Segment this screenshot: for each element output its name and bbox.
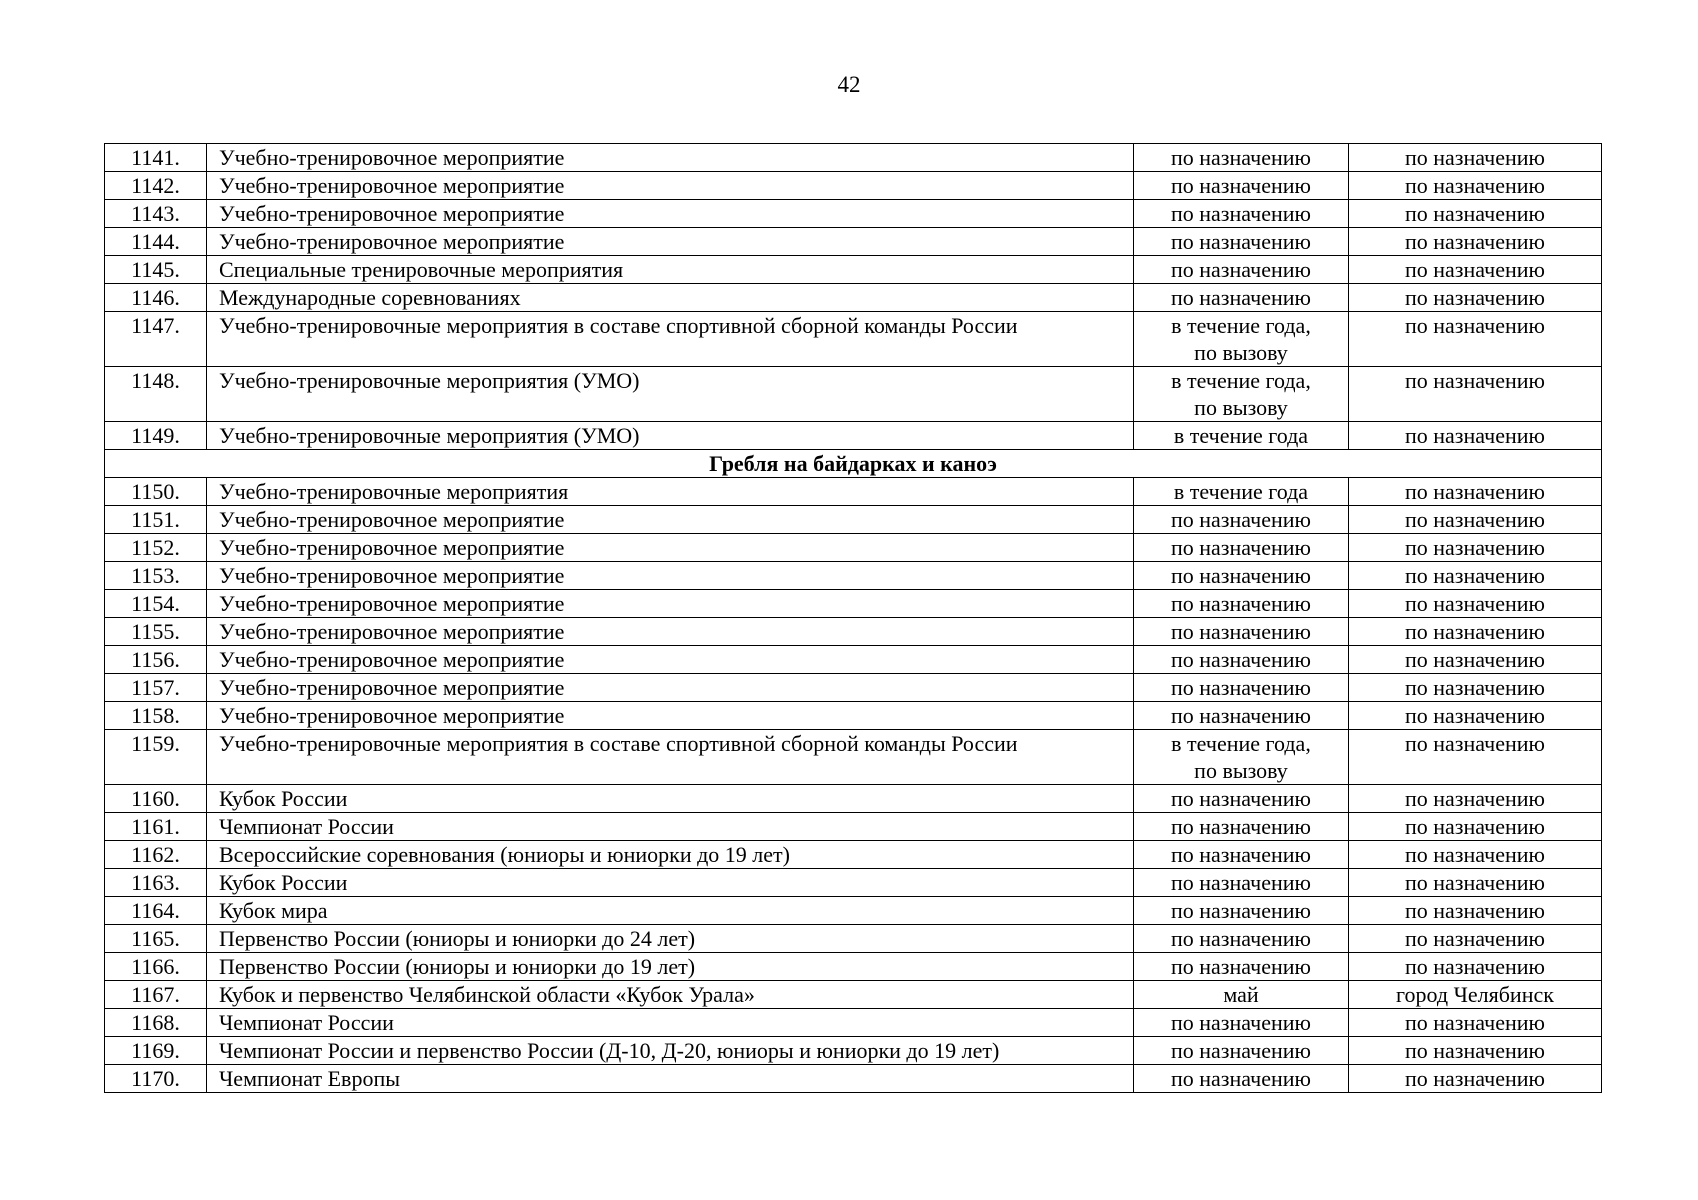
event-dates-line: по назначению xyxy=(1171,145,1311,170)
table-row xyxy=(105,702,1602,730)
event-name: Международные соревнованиях xyxy=(207,284,1134,312)
event-name: Учебно-тренировочное мероприятие xyxy=(207,562,1134,590)
table-row xyxy=(105,1065,1602,1093)
table-row xyxy=(105,534,1602,562)
event-location: по назначению xyxy=(1349,256,1602,284)
row-number: 1151. xyxy=(105,506,207,534)
event-dates xyxy=(1134,953,1349,981)
table-row xyxy=(105,367,1602,422)
event-location: по назначению xyxy=(1349,674,1602,702)
row-number: 1162. xyxy=(105,841,207,869)
event-dates xyxy=(1134,256,1349,284)
event-location: по назначению xyxy=(1349,228,1602,256)
event-location: по назначению xyxy=(1349,1009,1602,1037)
event-dates xyxy=(1134,590,1349,618)
table-row xyxy=(105,897,1602,925)
event-dates xyxy=(1134,422,1349,450)
event-location: по назначению xyxy=(1349,172,1602,200)
table-row xyxy=(105,312,1602,367)
event-dates-line: по назначению xyxy=(1171,1066,1311,1091)
event-dates xyxy=(1134,506,1349,534)
event-dates xyxy=(1134,925,1349,953)
event-name: Учебно-тренировочные мероприятия в составе спортивной сборной команды России xyxy=(207,312,1134,367)
event-dates xyxy=(1134,478,1349,506)
event-dates xyxy=(1134,144,1349,172)
row-number: 1157. xyxy=(105,674,207,702)
event-location: по назначению xyxy=(1349,367,1602,422)
event-dates-line: по назначению xyxy=(1171,675,1311,700)
event-dates-line: по назначению xyxy=(1171,257,1311,282)
event-location: по назначению xyxy=(1349,730,1602,785)
event-name: Чемпионат России и первенство России (Д-10, Д-20, юниоры и юниорки до 19 лет) xyxy=(207,1037,1134,1065)
event-name: Учебно-тренировочное мероприятие xyxy=(207,674,1134,702)
table-row xyxy=(105,925,1602,953)
event-dates xyxy=(1134,228,1349,256)
event-dates xyxy=(1134,646,1349,674)
event-dates-line: по вызову xyxy=(1194,395,1288,420)
event-dates-line: по вызову xyxy=(1194,340,1288,365)
event-name: Всероссийские соревнования (юниоры и юниорки до 19 лет) xyxy=(207,841,1134,869)
row-number: 1144. xyxy=(105,228,207,256)
row-number: 1159. xyxy=(105,730,207,785)
event-dates xyxy=(1134,813,1349,841)
row-number: 1169. xyxy=(105,1037,207,1065)
table-row xyxy=(105,200,1602,228)
table-row xyxy=(105,981,1602,1009)
row-number: 1152. xyxy=(105,534,207,562)
event-name: Учебно-тренировочное мероприятие xyxy=(207,590,1134,618)
row-number: 1143. xyxy=(105,200,207,228)
row-number: 1147. xyxy=(105,312,207,367)
event-location: по назначению xyxy=(1349,1037,1602,1065)
event-location: по назначению xyxy=(1349,284,1602,312)
table-row xyxy=(105,730,1602,785)
event-dates xyxy=(1134,730,1349,785)
row-number: 1150. xyxy=(105,478,207,506)
event-name: Кубок и первенство Челябинской области «Кубок Урала» xyxy=(207,981,1134,1009)
event-dates-line: в течение года, xyxy=(1171,313,1311,338)
event-dates-line: по назначению xyxy=(1171,954,1311,979)
row-number: 1163. xyxy=(105,869,207,897)
event-dates-line: по назначению xyxy=(1171,619,1311,644)
event-location: по назначению xyxy=(1349,312,1602,367)
event-name: Учебно-тренировочное мероприятие xyxy=(207,702,1134,730)
event-dates-line: по назначению xyxy=(1171,898,1311,923)
event-dates xyxy=(1134,618,1349,646)
table-row xyxy=(105,646,1602,674)
event-dates-line: по назначению xyxy=(1171,870,1311,895)
event-location: по назначению xyxy=(1349,506,1602,534)
event-dates xyxy=(1134,785,1349,813)
event-dates xyxy=(1134,284,1349,312)
events-table-body xyxy=(105,144,1602,1093)
event-location: по назначению xyxy=(1349,618,1602,646)
row-number: 1155. xyxy=(105,618,207,646)
event-name: Первенство России (юниоры и юниорки до 24 лет) xyxy=(207,925,1134,953)
event-name: Учебно-тренировочные мероприятия xyxy=(207,478,1134,506)
event-location: по назначению xyxy=(1349,200,1602,228)
event-dates-line: по назначению xyxy=(1171,229,1311,254)
event-dates-line: по назначению xyxy=(1171,591,1311,616)
row-number: 1141. xyxy=(105,144,207,172)
event-dates-line: по назначению xyxy=(1171,173,1311,198)
event-location: по назначению xyxy=(1349,590,1602,618)
event-dates xyxy=(1134,312,1349,367)
event-dates xyxy=(1134,869,1349,897)
event-dates-line: по назначению xyxy=(1171,647,1311,672)
section-header-row xyxy=(105,450,1602,478)
event-dates xyxy=(1134,1037,1349,1065)
row-number: 1154. xyxy=(105,590,207,618)
event-dates-line: по назначению xyxy=(1171,201,1311,226)
table-row xyxy=(105,422,1602,450)
event-name: Чемпионат России xyxy=(207,1009,1134,1037)
event-location: по назначению xyxy=(1349,841,1602,869)
event-location: по назначению xyxy=(1349,646,1602,674)
event-name: Учебно-тренировочное мероприятие xyxy=(207,618,1134,646)
event-dates-line: по вызову xyxy=(1194,758,1288,783)
event-location: по назначению xyxy=(1349,1065,1602,1093)
page-number: 42 xyxy=(837,72,861,97)
event-dates xyxy=(1134,1009,1349,1037)
event-location: по назначению xyxy=(1349,785,1602,813)
event-dates-line: по назначению xyxy=(1171,926,1311,951)
row-number: 1164. xyxy=(105,897,207,925)
table-row xyxy=(105,674,1602,702)
table-row xyxy=(105,562,1602,590)
row-number: 1153. xyxy=(105,562,207,590)
event-dates-line: по назначению xyxy=(1171,814,1311,839)
table-row xyxy=(105,813,1602,841)
row-number: 1166. xyxy=(105,953,207,981)
row-number: 1160. xyxy=(105,785,207,813)
event-location: по назначению xyxy=(1349,813,1602,841)
event-name: Учебно-тренировочные мероприятия в составе спортивной сборной команды России xyxy=(207,730,1134,785)
event-location: по назначению xyxy=(1349,422,1602,450)
event-location: по назначению xyxy=(1349,925,1602,953)
table-row xyxy=(105,284,1602,312)
event-name: Учебно-тренировочное мероприятие xyxy=(207,506,1134,534)
table-row xyxy=(105,172,1602,200)
row-number: 1145. xyxy=(105,256,207,284)
table-row xyxy=(105,1037,1602,1065)
row-number: 1168. xyxy=(105,1009,207,1037)
event-dates xyxy=(1134,562,1349,590)
event-name: Учебно-тренировочные мероприятия (УМО) xyxy=(207,367,1134,422)
event-location: по назначению xyxy=(1349,702,1602,730)
event-dates xyxy=(1134,674,1349,702)
event-location: по назначению xyxy=(1349,478,1602,506)
row-number: 1161. xyxy=(105,813,207,841)
event-dates-line: в течение года xyxy=(1173,479,1309,504)
event-location: по назначению xyxy=(1349,562,1602,590)
event-name: Чемпионат России xyxy=(207,813,1134,841)
table-row xyxy=(105,618,1602,646)
row-number: 1142. xyxy=(105,172,207,200)
event-name: Учебно-тренировочные мероприятия (УМО) xyxy=(207,422,1134,450)
table-row xyxy=(105,785,1602,813)
table-row xyxy=(105,256,1602,284)
event-dates-line: по назначению xyxy=(1171,535,1311,560)
table-row xyxy=(105,228,1602,256)
event-dates xyxy=(1134,897,1349,925)
event-name: Кубок России xyxy=(207,785,1134,813)
event-dates-line: в течение года, xyxy=(1171,368,1311,393)
event-dates-line: в течение года, xyxy=(1171,731,1311,756)
row-number: 1149. xyxy=(105,422,207,450)
event-dates xyxy=(1134,981,1349,1009)
event-name: Специальные тренировочные мероприятия xyxy=(207,256,1134,284)
event-name: Учебно-тренировочное мероприятие xyxy=(207,228,1134,256)
event-name: Учебно-тренировочное мероприятие xyxy=(207,172,1134,200)
events-table xyxy=(104,143,1602,1093)
event-dates-line: по назначению xyxy=(1171,507,1311,532)
event-dates-line: по назначению xyxy=(1171,285,1311,310)
table-row xyxy=(105,144,1602,172)
event-location: по назначению xyxy=(1349,869,1602,897)
event-dates-line: по назначению xyxy=(1171,786,1311,811)
row-number: 1156. xyxy=(105,646,207,674)
event-name: Кубок мира xyxy=(207,897,1134,925)
event-dates xyxy=(1134,200,1349,228)
row-number: 1167. xyxy=(105,981,207,1009)
table-row xyxy=(105,1009,1602,1037)
event-dates-line: по назначению xyxy=(1171,842,1311,867)
event-dates xyxy=(1134,841,1349,869)
table-row xyxy=(105,590,1602,618)
row-number: 1158. xyxy=(105,702,207,730)
row-number: 1148. xyxy=(105,367,207,422)
event-dates xyxy=(1134,1065,1349,1093)
event-name: Учебно-тренировочное мероприятие xyxy=(207,646,1134,674)
event-dates xyxy=(1134,367,1349,422)
event-name: Учебно-тренировочное мероприятие xyxy=(207,200,1134,228)
section-title: Гребля на байдарках и каноэ xyxy=(105,450,1602,478)
event-name: Учебно-тренировочное мероприятие xyxy=(207,144,1134,172)
event-name: Чемпионат Европы xyxy=(207,1065,1134,1093)
event-location: по назначению xyxy=(1349,953,1602,981)
event-location: по назначению xyxy=(1349,534,1602,562)
event-dates-line: по назначению xyxy=(1171,563,1311,588)
row-number: 1165. xyxy=(105,925,207,953)
event-dates-line: по назначению xyxy=(1171,1010,1311,1035)
event-dates-line: в течение года xyxy=(1173,423,1309,448)
event-location: по назначению xyxy=(1349,897,1602,925)
table-row xyxy=(105,869,1602,897)
row-number: 1170. xyxy=(105,1065,207,1093)
table-row xyxy=(105,953,1602,981)
table-row xyxy=(105,478,1602,506)
event-dates-line: май xyxy=(1223,982,1259,1007)
event-name: Учебно-тренировочное мероприятие xyxy=(207,534,1134,562)
row-number: 1146. xyxy=(105,284,207,312)
event-location: по назначению xyxy=(1349,144,1602,172)
table-row xyxy=(105,841,1602,869)
event-dates-line: по назначению xyxy=(1171,703,1311,728)
event-name: Первенство России (юниоры и юниорки до 19 лет) xyxy=(207,953,1134,981)
event-name: Кубок России xyxy=(207,869,1134,897)
event-dates-line: по назначению xyxy=(1171,1038,1311,1063)
event-dates xyxy=(1134,534,1349,562)
event-dates xyxy=(1134,702,1349,730)
event-location: город Челябинск xyxy=(1349,981,1602,1009)
event-dates xyxy=(1134,172,1349,200)
table-row xyxy=(105,506,1602,534)
